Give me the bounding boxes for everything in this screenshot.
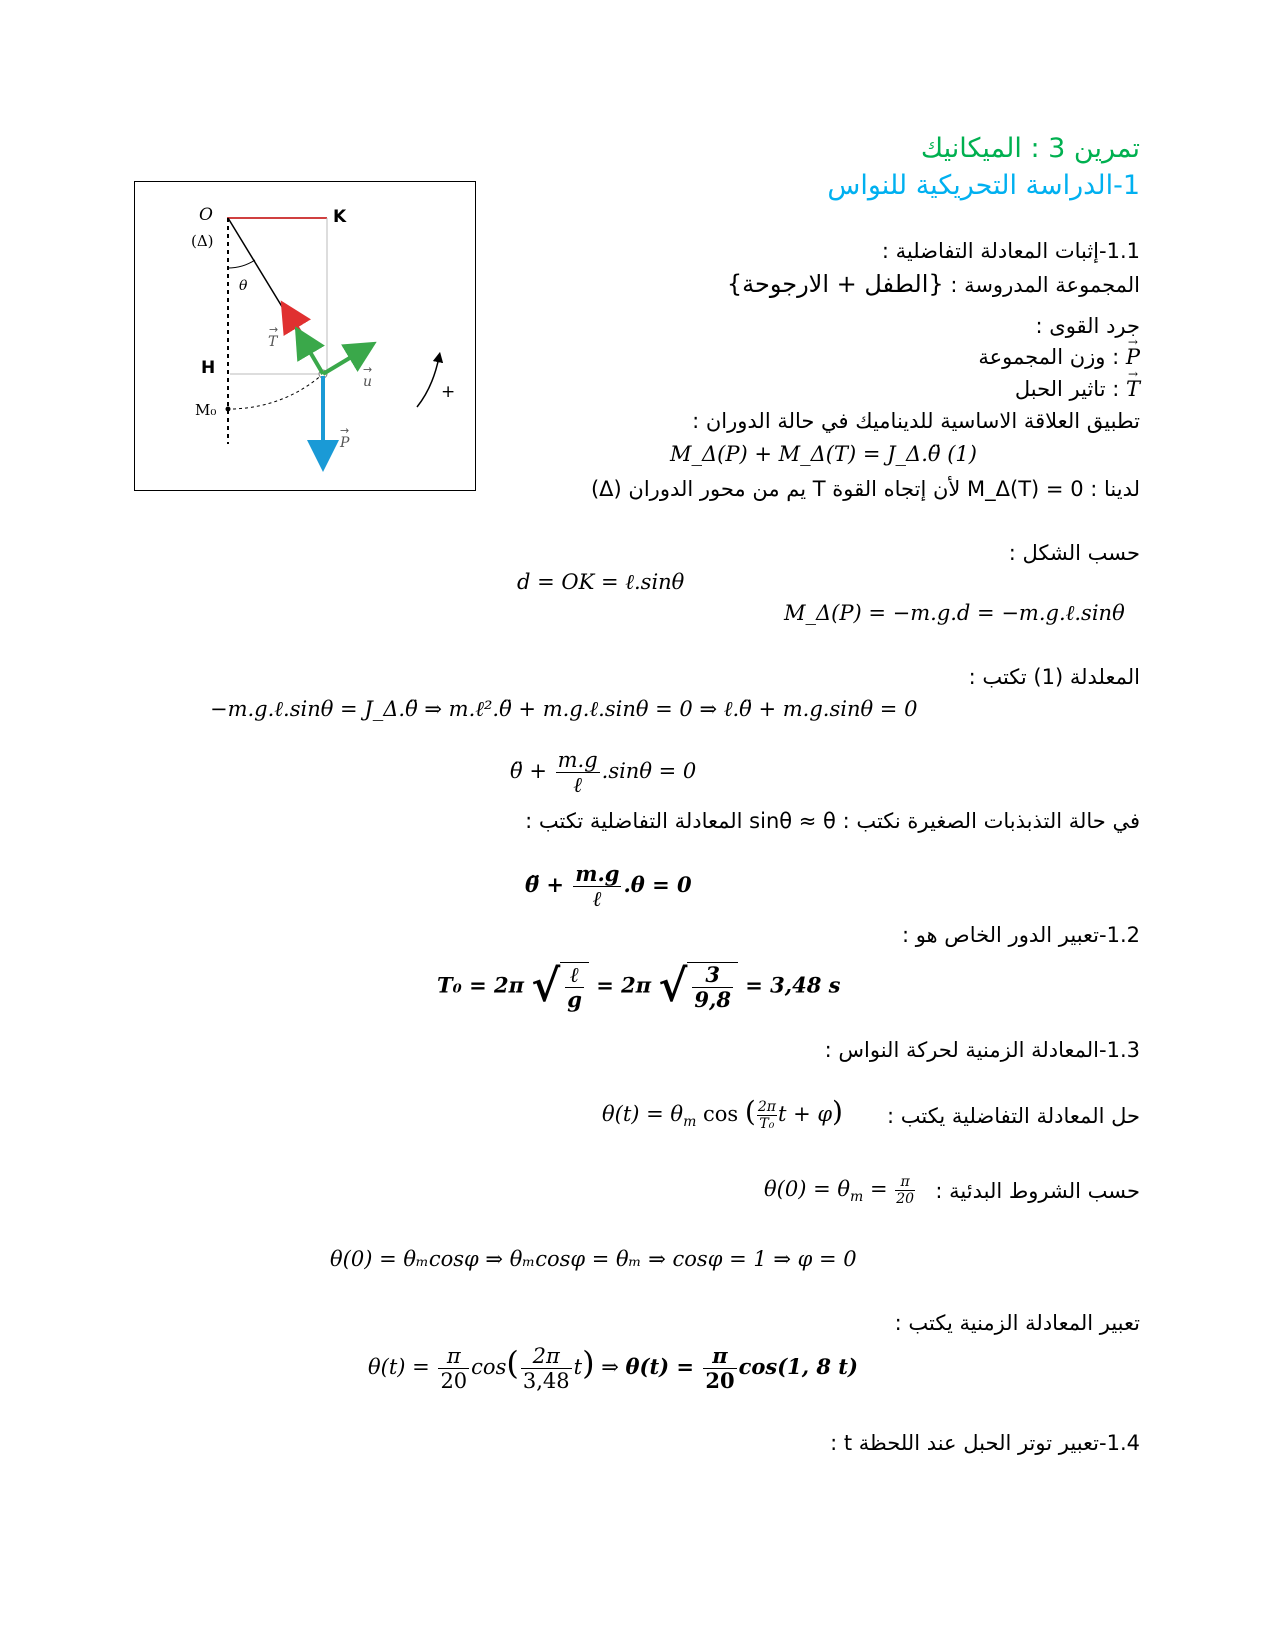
solution-text: حل المعادلة التفاضلية يكتب : xyxy=(887,1104,1140,1128)
label-h: H xyxy=(201,358,216,378)
small-eq-lhs: θ̈ + xyxy=(525,872,564,897)
exercise-title: تمرين 3 : الميكانيك xyxy=(920,133,1140,164)
period-sqrt-2: √ $\frac{3}{9,8}$ xyxy=(658,962,737,1012)
label-o: O xyxy=(199,205,213,225)
s12-title: 1.2-تعبير الدور الخاص هو : xyxy=(901,923,1140,947)
law-line: تطبيق العلاقة الاساسية للديناميك في حالة الدوران : xyxy=(692,409,1140,433)
label-m0: M₀ xyxy=(195,401,217,419)
system-label: المجموعة المدروسة : xyxy=(950,273,1140,297)
label-plus: + xyxy=(441,382,456,402)
small-oscillation-line: في حالة التذبذبات الصغيرة نكتب : sinθ ≈ θ المعادلة التفاضلية تكتب : xyxy=(525,809,1140,833)
solution-equation: $\theta(t) = \theta_m$ cos ( $\frac{2\pi}{\text{T₀}}$ t + φ) xyxy=(602,1095,843,1132)
label-t-arrow: → xyxy=(269,323,279,336)
forces-title: جرد القوى : xyxy=(1035,314,1140,338)
small-eq-rhs: .θ = 0 xyxy=(623,872,692,897)
label-t: T xyxy=(268,334,278,350)
phase-equation: θ(0) = θₘcosφ ⇒ θₘcosφ = θₘ ⇒ cosφ = 1 ⇒ φ = 0 xyxy=(330,1247,857,1271)
moment-p-equation: M_Δ(P) = −m.g.d = −m.g.ℓ.sinθ xyxy=(784,601,1125,625)
force-t-symbol: → T xyxy=(1126,377,1140,401)
force-p-line xyxy=(978,342,1140,372)
period-result: = 3,48 s xyxy=(745,972,841,998)
full-eq-fraction: $\frac{m.g}{\text{ℓ}}$ xyxy=(557,748,598,797)
eq1-writes-line: المعلدلة (1) تكتب : xyxy=(968,665,1140,689)
moment-t-line: لدينا : M_Δ(T) = 0 لأن إتجاه القوة T يم من محور الدوران (Δ) xyxy=(590,477,1140,501)
derivation-equation: −m.g.ℓ.sinθ = J_Δ.θ̈ ⇒ m.ℓ².θ̈ + m.g.ℓ.sinθ = 0 ⇒ ℓ.θ̈ + m.g.sinθ = 0 xyxy=(210,697,918,721)
m0-point xyxy=(226,407,231,412)
equation-1: M_Δ(P) + M_Δ(T) = J_Δ.θ̈ (1) xyxy=(670,442,977,466)
label-k: K xyxy=(333,207,347,227)
label-theta: θ xyxy=(239,278,248,294)
s13-title: 1.3-المعادلة الزمنية لحركة النواس : xyxy=(824,1038,1140,1062)
positive-direction-arrow xyxy=(417,357,439,407)
label-u-arrow: → xyxy=(363,363,373,376)
final-text: تعبير المعادلة الزمنية يكتب : xyxy=(894,1311,1140,1335)
small-eq-fraction: $\frac{m.g}{\text{ℓ}}$ xyxy=(575,861,620,911)
by-figure-line: حسب الشكل : xyxy=(1008,541,1140,565)
pendulum-figure xyxy=(134,181,476,491)
system-line xyxy=(727,269,1140,300)
small-differential-equation xyxy=(525,862,692,911)
full-eq-lhs: θ̈ + xyxy=(510,759,547,783)
force-p-text: : وزن المجموعة xyxy=(978,345,1120,369)
period-mid: = 2π xyxy=(596,972,652,998)
label-u: u xyxy=(363,374,373,390)
final-equation: θ(t) = $\frac{\pi}{20}$ cos( $\frac{2\pi}{3,48}$ t) ⇒ θ(t) = $\frac{\pi}{20}$ cos(1, 8 t) xyxy=(368,1343,858,1393)
force-t-text: : تاثير الحبل xyxy=(1014,377,1120,401)
rope-direction-vector xyxy=(303,340,323,374)
trajectory-arc xyxy=(233,374,323,409)
s14-title: 1.4-تعبير توتر الحبل عند اللحظة t : xyxy=(830,1431,1140,1455)
label-p-arrow: → xyxy=(340,424,350,437)
initial-text: حسب الشروط البدئية : xyxy=(935,1179,1140,1203)
tension-vector xyxy=(289,314,303,337)
angle-arc xyxy=(228,260,255,268)
system-value: {الطفل + الارجوحة} xyxy=(726,270,944,298)
full-differential-equation xyxy=(510,748,696,797)
d-equation: d = OK = ℓ.sinθ xyxy=(517,570,685,594)
full-eq-rhs: .sinθ = 0 xyxy=(601,759,697,783)
section-title: 1-الدراسة التحريكية للنواس xyxy=(827,170,1140,201)
u-vector xyxy=(323,350,363,374)
s11-title: 1.1-إثبات المعادلة التفاضلية : xyxy=(881,239,1140,263)
pendulum-diagram xyxy=(135,182,475,490)
period-equation xyxy=(437,962,840,1012)
period-sqrt-1: √ $\frac{\text{ℓ}}{g}$ xyxy=(531,962,589,1012)
label-delta: (Δ) xyxy=(191,232,214,250)
initial-equation: $\theta(0) = \theta_m$ = $\frac{\pi}{20}$ xyxy=(764,1174,915,1207)
force-t-line xyxy=(1015,374,1140,404)
label-p: P xyxy=(340,435,350,451)
period-lhs: T₀ = 2π xyxy=(437,972,525,998)
force-p-symbol: → P xyxy=(1126,345,1140,369)
